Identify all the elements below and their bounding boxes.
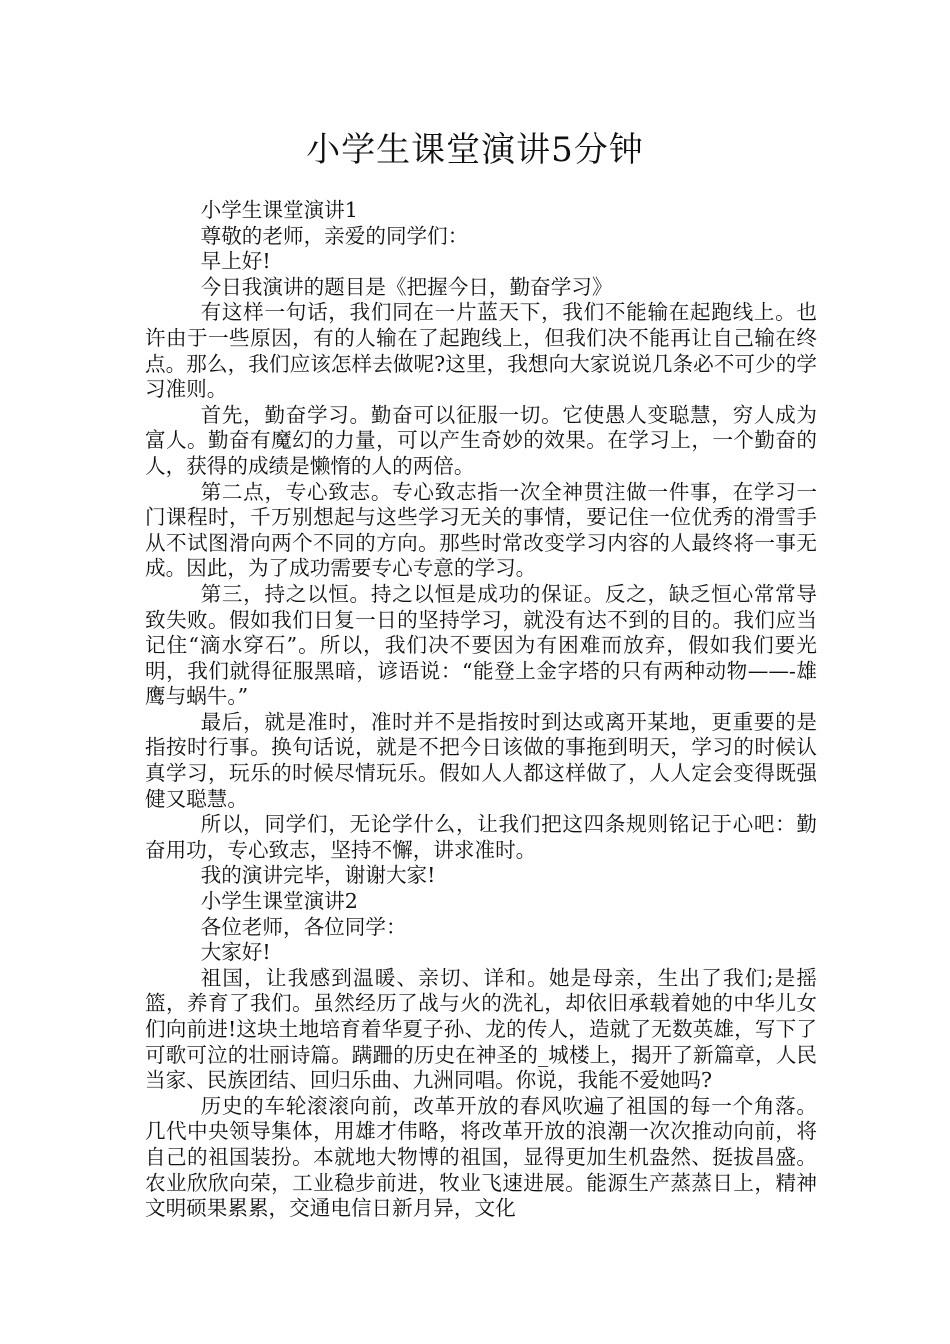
salutation-1: 尊敬的老师，亲爱的同学们： [200,223,469,248]
body-paragraph: 所以，同学们，无论学什么，让我们把这四条规则铭记于心吧：勤奋用功，专心致志，坚持不懈，讲求准时。 [145,812,817,862]
greeting-2: 大家好! [200,940,271,965]
body-paragraph: 祖国，让我感到温暖、亲切、详和。她是母亲，生出了我们;是摇篮，养育了我们。虽然经历了战与火的洗礼，却依旧承载着她的中华儿女们向前进!这块土地培育着华夏子孙、龙的传人，造就了无数英雄，写下了可歌可泣的壮丽诗篇。蹒跚的历史在神圣的_城楼上，揭开了新篇章，人民当家、民族团结、回归乐曲、九洲同唱。你说，我能不爱她吗? [145,965,817,1093]
greeting-1: 早上好! [200,249,271,274]
document-title: 小学生课堂演讲5分钟 [306,130,644,170]
closing-line: 我的演讲完毕，谢谢大家! [200,863,436,888]
body-paragraph: 历史的车轮滚滚向前，改革开放的春风吹遍了祖国的每一个角落。几代中央领导集体，用雄才伟略，将改革开放的浪潮一次次推动向前，将自己的祖国装扮。本就地大物博的祖国，显得更加生机盎然、挺拔昌盛。农业欣欣向荣，工业稳步前进，牧业飞速进展。能源生产蒸蒸日上，精神文明硕果累累，交通电信日新月异，文化 [145,1093,817,1221]
body-paragraph: 首先，勤奋学习。勤奋可以征服一切。它使愚人变聪慧，穷人成为富人。勤奋有魔幻的力量，可以产生奇妙的效果。在学习上，一个勤奋的人，获得的成绩是懒惰的人的两倍。 [145,402,817,478]
section-heading-2: 小学生课堂演讲2 [200,889,358,914]
body-paragraph: 第三，持之以恒。持之以恒是成功的保证。反之，缺乏恒心常常导致失败。假如我们日复一日的坚持学习，就没有达不到的目的。我们应当记住“滴水穿石”。所以，我们决不要因为有困难而放弃，假如我们要光明，我们就得征服黑暗，谚语说：“能登上金字塔的只有两种动物——-雄鹰与蜗牛。” [145,581,817,709]
body-paragraph: 第二点，专心致志。专心致志指一次全神贯注做一件事，在学习一门课程时，千万别想起与这些学习无关的事情，要记住一位优秀的滑雪手从不试图滑向两个不同的方向。那些时常改变学习内容的人最终将一事无成。因此，为了成功需要专心专意的学习。 [145,479,817,581]
section-heading-1: 小学生课堂演讲1 [200,198,358,222]
body-paragraph: 有这样一句话，我们同在一片蓝天下，我们不能输在起跑线上。也许由于一些原因，有的人输在了起跑线上，但我们决不能再让自己输在终点。那么，我们应该怎样去做呢?这里，我想向大家说说几条必不可少的学习准则。 [145,300,817,402]
document-body [145,198,817,1222]
salutation-2: 各位老师，各位同学： [200,914,407,939]
body-paragraph: 最后，就是准时，准时并不是指按时到达或离开某地，更重要的是指按时行事。换句话说，就是不把今日该做的事拖到明天，学习的时候认真学习，玩乐的时候尽情玩乐。假如人人都这样做了，人人定会变得既强健又聪慧。 [145,709,817,811]
speech-topic: 今日我演讲的题目是《把握今日，勤奋学习》 [200,274,613,299]
